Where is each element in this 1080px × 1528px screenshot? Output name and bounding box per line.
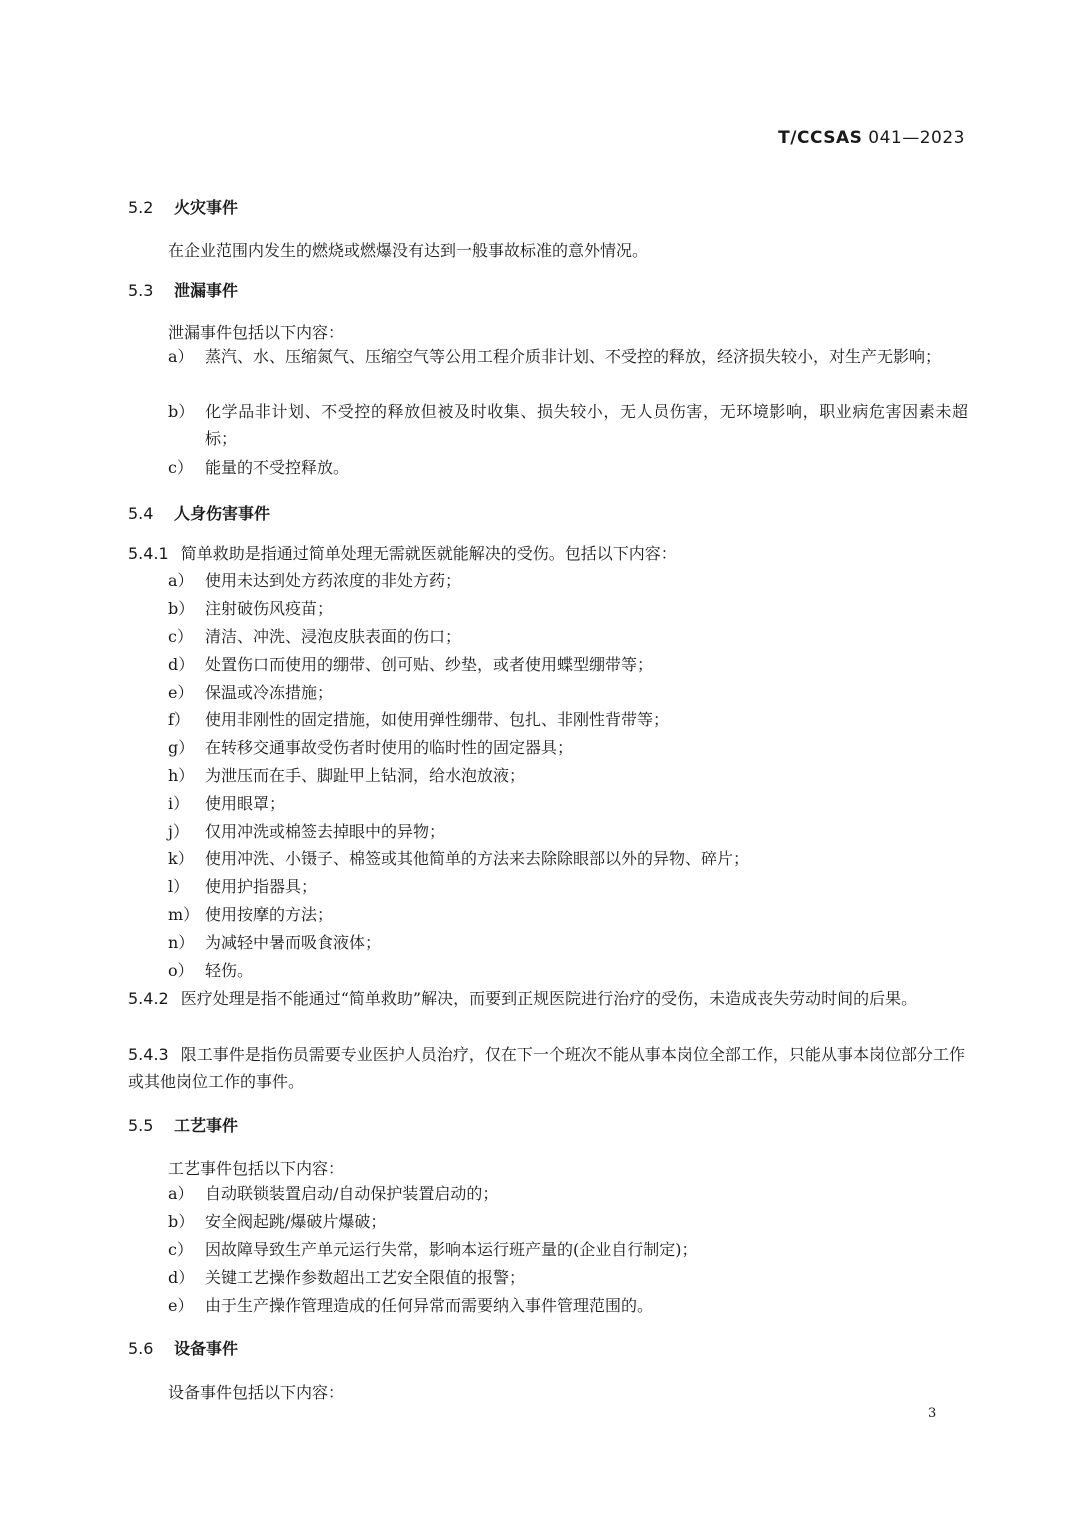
list-item (168, 901, 968, 928)
list-item (168, 1180, 968, 1207)
clause-5-4-3 (128, 1041, 965, 1095)
list-label: d） (168, 655, 195, 674)
list-label: j） (168, 822, 189, 841)
section-5-6-intro: 设备事件包括以下内容： (168, 1383, 345, 1402)
list-text: 使用按摩的方法； (205, 905, 334, 924)
list-item (168, 1292, 968, 1319)
list-item (168, 845, 968, 872)
list-label: h） (168, 766, 195, 785)
list-label: k） (168, 849, 194, 868)
list-item (168, 595, 968, 622)
page-number: 3 (928, 1406, 937, 1421)
list-text: 使用未达到处方药浓度的非处方药； (205, 571, 462, 590)
list-text: 处置伤口而使用的绷带、创可贴、纱垫，或者使用蝶型绷带等； (205, 655, 654, 674)
list-label: i） (168, 794, 190, 813)
standard-code-prefix: T/CCSAS (778, 128, 863, 148)
section-5-5-intro: 工艺事件包括以下内容： (168, 1159, 345, 1178)
clause-number: 5.4.2 (128, 989, 169, 1008)
list-label: e） (168, 1296, 194, 1315)
list-text: 使用眼罩； (205, 794, 286, 813)
list-label: n） (168, 933, 195, 952)
list-text: 安全阀起跳/爆破片爆破； (205, 1212, 387, 1231)
list-label: a） (168, 1184, 194, 1203)
list-text: 清洁、冲洗、浸泡皮肤表面的伤口； (205, 627, 462, 646)
section-5-2-heading (128, 195, 238, 218)
list-label: c） (168, 627, 193, 646)
section-title: 工艺事件 (174, 1116, 239, 1135)
standard-code (760, 128, 965, 148)
list-text: 使用护指器具； (205, 877, 318, 896)
list-text: 关键工艺操作参数超出工艺安全限值的报警； (205, 1268, 526, 1287)
list-text: 为减轻中暑而吸食液体； (205, 933, 382, 952)
list-label: c） (168, 458, 193, 477)
list-item (168, 454, 968, 481)
section-number: 5.4 (128, 504, 154, 523)
list-label: b） (168, 402, 195, 421)
list-item (168, 679, 968, 706)
list-label: d） (168, 1268, 195, 1287)
list-label: f） (168, 710, 190, 729)
list-item (168, 734, 968, 761)
list-text: 自动联锁装置启动/自动保护装置启动的； (205, 1184, 499, 1203)
section-number: 5.2 (128, 198, 154, 217)
clause-text: 限工事件是指伤员需要专业医护人员治疗，仅在下一个班次不能从事本岗位全部工作，只能从事本岗位部分工作或其他岗位工作的事件。 (128, 1045, 965, 1091)
list-label: b） (168, 1212, 195, 1231)
list-text: 保温或冷冻措施； (205, 683, 334, 702)
section-5-2-body: 在企业范围内发生的燃烧或燃爆没有达到一般事故标准的意外情况。 (168, 241, 649, 260)
list-item (168, 623, 968, 650)
list-item (168, 343, 968, 370)
list-label: b） (168, 599, 195, 618)
list-text: 使用冲洗、小镊子、棉签或其他简单的方法来去除除眼部以外的异物、碎片； (205, 849, 750, 868)
list-label: l） (168, 877, 190, 896)
clause-text: 简单救助是指通过简单处理无需就医就能解决的受伤。包括以下内容： (180, 544, 677, 563)
clause-number: 5.4.3 (128, 1045, 169, 1064)
list-item (168, 873, 968, 900)
list-text: 化学品非计划、不受控的释放但被及时收集、损失较小，无人员伤害，无环境影响，职业病危害因素未超标； (205, 402, 968, 448)
clause-5-4-2 (128, 985, 965, 1012)
list-text: 因故障导致生产单元运行失常，影响本运行班产量的(企业自行制定)； (205, 1240, 698, 1259)
list-text: 由于生产操作管理造成的任何异常而需要纳入事件管理范围的。 (205, 1296, 654, 1315)
list-label: m） (168, 905, 200, 924)
list-item (168, 957, 968, 984)
section-5-6-heading (128, 1336, 238, 1359)
list-text: 蒸汽、水、压缩氮气、压缩空气等公用工程介质非计划、不受控的释放，经济损失较小，对生产无影响； (205, 347, 942, 366)
list-label: o） (168, 961, 194, 980)
list-text: 使用非刚性的固定措施，如使用弹性绷带、包扎、非刚性背带等； (205, 710, 670, 729)
clause-5-4-1 (128, 540, 965, 567)
list-item (168, 567, 968, 594)
section-number: 5.3 (128, 281, 154, 300)
standard-code-number: 041—2023 (868, 128, 965, 148)
list-label: a） (168, 347, 194, 366)
list-item (168, 1264, 968, 1291)
list-text: 在转移交通事故受伤者时使用的临时性的固定器具； (205, 738, 574, 757)
section-title: 人身伤害事件 (174, 504, 271, 523)
clause-number: 5.4.1 (128, 544, 169, 563)
list-item (168, 1208, 968, 1235)
list-item (168, 762, 968, 789)
section-5-4-heading (128, 501, 270, 524)
list-label: c） (168, 1240, 193, 1259)
list-label: g） (168, 738, 195, 757)
list-text: 为泄压而在手、脚趾甲上钻洞，给水泡放液； (205, 766, 526, 785)
list-item (168, 929, 968, 956)
section-5-5-heading (128, 1113, 238, 1136)
list-item (168, 1236, 968, 1263)
section-title: 设备事件 (174, 1339, 239, 1358)
list-item (168, 398, 968, 452)
section-5-3-intro: 泄漏事件包括以下内容： (168, 323, 345, 342)
section-title: 泄漏事件 (174, 281, 239, 300)
list-text: 注射破伤风疫苗； (205, 599, 334, 618)
list-item (168, 706, 968, 733)
list-text: 轻伤。 (205, 961, 254, 980)
section-5-3-heading (128, 278, 238, 301)
list-item (168, 818, 968, 845)
list-item (168, 790, 968, 817)
list-label: a） (168, 571, 194, 590)
list-item (168, 651, 968, 678)
list-label: e） (168, 683, 194, 702)
section-number: 5.6 (128, 1339, 154, 1358)
section-title: 火灾事件 (174, 198, 239, 217)
section-number: 5.5 (128, 1116, 154, 1135)
clause-text: 医疗处理是指不能通过“简单救助”解决，而要到正规医院进行治疗的受伤，未造成丧失劳动时间的后果。 (180, 989, 918, 1008)
list-text: 能量的不受控释放。 (205, 458, 350, 477)
list-text: 仅用冲洗或棉签去掉眼中的异物； (205, 822, 446, 841)
